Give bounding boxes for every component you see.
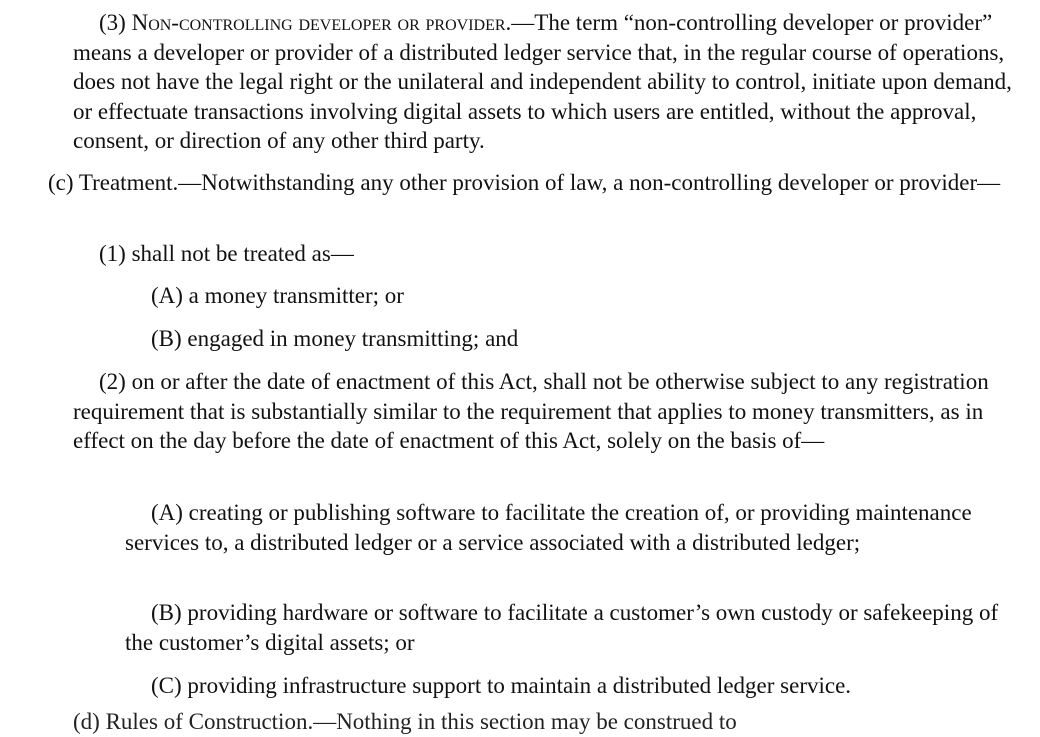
- paragraph-1: (1) shall not be treated as—: [99, 241, 354, 266]
- subparagraph-2c: (C) providing infrastructure support to maintain a distributed ledger service.: [151, 673, 852, 698]
- subparagraph-1b: (B) engaged in money transmitting; and: [151, 326, 519, 351]
- paragraph-text: —The term “non-controlling developer or provider” means a developer or provider of a distributed ledger service that, in the regular course of operations, does not have the legal right or the unilateral and independent ability to control, initiate upon demand, or effectuate transactions involving digital assets to which users are entitled, without the approval, consent, or direction of any other third party.: [73, 10, 1012, 153]
- paragraph-designation: (3): [99, 10, 132, 35]
- subparagraph-2a: (A) creating or publishing software to facilitate the creation of, or providing maintenance services to, a distributed ledger or a service associated with a distributed ledger;: [125, 500, 972, 555]
- subparagraph-1a: (A) a money transmitter; or: [151, 283, 404, 308]
- subsection-c-treatment: (c) Treatment.—Notwithstanding any other provision of law, a non-controlling developer or provider—: [48, 170, 1001, 195]
- cut-off-next-line: (d) Rules of Construction.—Nothing in this section may be construed to: [73, 709, 737, 734]
- subparagraph-2b: (B) providing hardware or software to facilitate a customer’s own custody or safekeeping of the customer’s digital assets; or: [125, 600, 999, 655]
- paragraph-definition-3: [73, 8, 1023, 156]
- paragraph-2: (2) on or after the date of enactment of this Act, shall not be otherwise subject to any registration requirement that is substantially similar to the requirement that applies to money transmitters, as in effect on the day before the date of enactment of this Act, solely on the basis of—: [73, 369, 989, 453]
- paragraph-heading: Non-controlling developer or provider.: [131, 10, 512, 35]
